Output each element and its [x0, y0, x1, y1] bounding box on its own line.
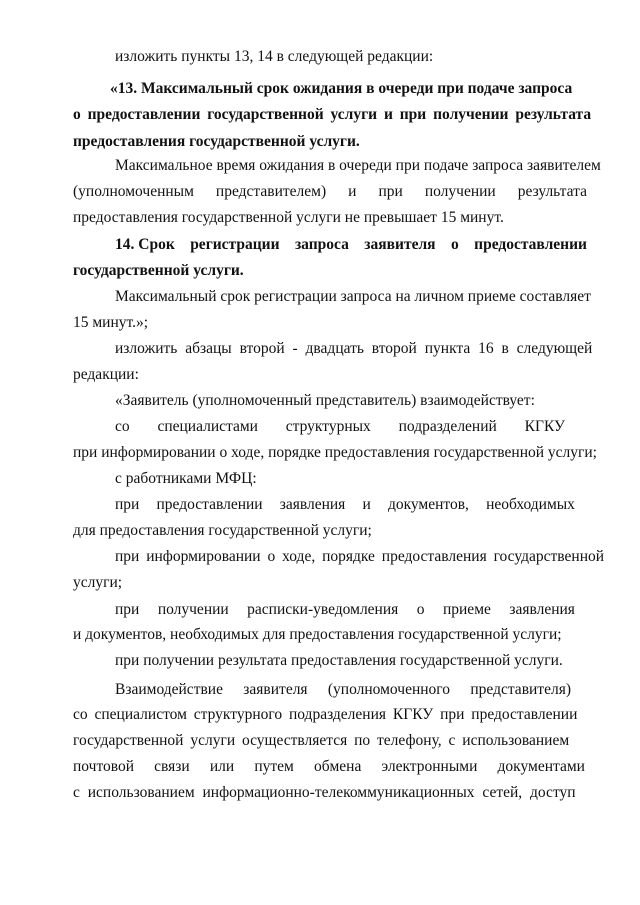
text-line: Максимальный срок регистрации запроса на личном приеме составляет: [115, 288, 591, 305]
text-line: Взаимодействие заявителя (уполномоченного представителя): [115, 681, 571, 698]
text-line: предоставления государственной услуги не превышает 15 минут.: [73, 209, 504, 226]
text-line: «Заявитель (уполномоченный представитель) взаимодействует:: [115, 392, 535, 409]
text-line: изложить абзацы второй - двадцать второй пункта 16 в следующей: [115, 340, 593, 357]
text-line: изложить пункты 13, 14 в следующей редакции:: [115, 48, 434, 65]
text-line: «13. Максимальный срок ожидания в очереди при подаче запроса: [110, 80, 573, 97]
text-line: почтовой связи или путем обмена электронными документами: [73, 758, 585, 775]
text-line: при получении расписки-уведомления о приеме заявления: [115, 601, 575, 618]
text-line: (уполномоченным представителем) и при получении результата: [73, 183, 587, 200]
text-line: и документов, необходимых для предоставления государственной услуги;: [73, 626, 562, 643]
text-line: услуги;: [73, 574, 123, 591]
text-line: для предоставления государственной услуги;: [73, 522, 372, 539]
text-line: редакции:: [73, 366, 139, 383]
text-line: 14. Срок регистрации запроса заявителя о предоставлении: [115, 236, 587, 253]
text-line: о предоставлении государственной услуги и при получении результата: [73, 106, 592, 123]
text-line: государственной услуги осуществляется по телефону, с использованием: [73, 732, 570, 749]
text-line: при получении результата предоставления государственной услуги.: [115, 652, 563, 669]
text-line: Максимальное время ожидания в очереди при подаче запроса заявителем: [115, 157, 601, 174]
text-line: предоставления государственной услуги.: [73, 133, 360, 150]
text-line: 15 минут.»;: [73, 314, 149, 331]
text-line: при информировании о ходе, порядке предоставления государственной услуги;: [73, 444, 597, 461]
text-line: со специалистом структурного подразделения КГКУ при предоставлении: [73, 706, 578, 723]
text-line: при предоставлении заявления и документов, необходимых: [115, 496, 575, 513]
text-line: государственной услуги.: [73, 262, 244, 279]
text-line: с работниками МФЦ:: [115, 470, 257, 487]
text-line: при информировании о ходе, порядке предоставления государственной: [115, 548, 605, 565]
text-line: с использованием информационно-телекоммуникационных сетей, доступ: [73, 784, 576, 801]
text-line: со специалистами структурных подразделений КГКУ: [115, 418, 565, 435]
